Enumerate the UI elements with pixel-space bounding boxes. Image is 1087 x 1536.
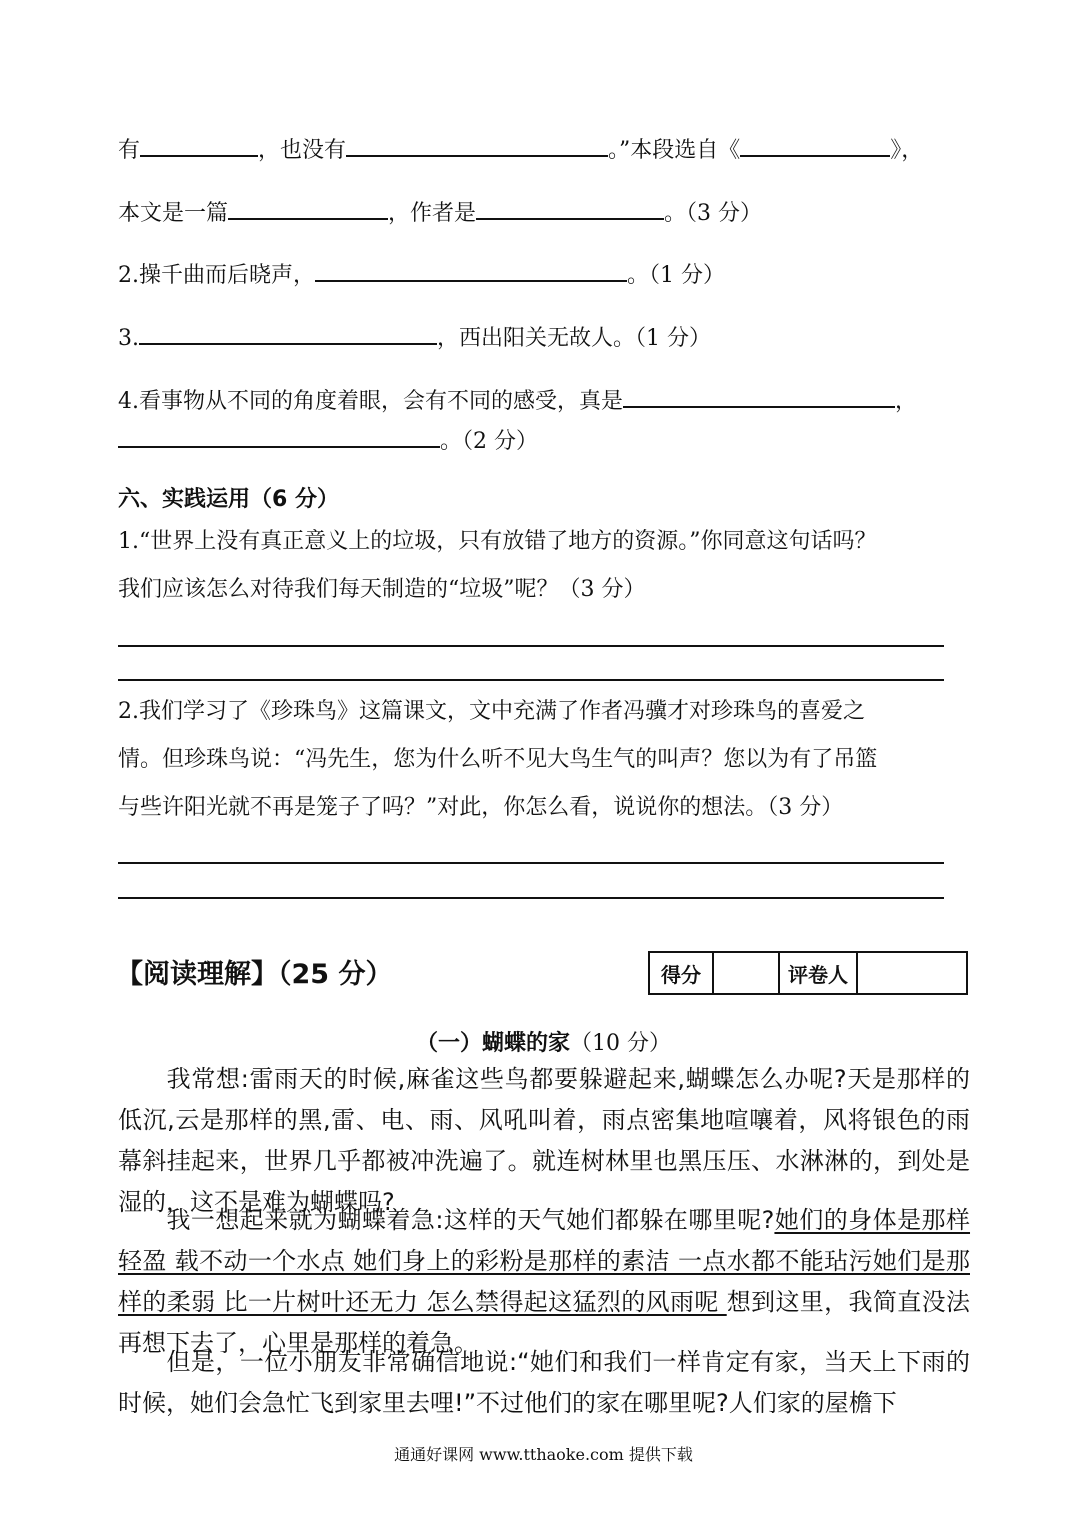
answer-blank[interactable] (476, 196, 664, 220)
question-text: 3. (118, 326, 139, 351)
s6-question-2-line-2: 情。但珍珠鸟说：“冯先生，您为什么听不见大鸟生气的叫声？您以为有了吊篮 (118, 747, 878, 772)
text: 。”本段选自《 (608, 138, 741, 163)
grader-label-cell: 评卷人 (779, 952, 857, 994)
passage-paragraph-1 (118, 1059, 970, 1223)
answer-line[interactable] (118, 862, 944, 864)
s6-question-1-line-2: 我们应该怎么对待我们每天制造的“垃圾”呢？（3 分） (118, 577, 646, 602)
reading-score: （25 分） (278, 959, 393, 990)
text: 本文是一篇 (118, 201, 229, 226)
text: 。（1 分） (627, 263, 725, 288)
paragraph-text: 想到这里，我简直没法再想下去了，心里是那样的着急。 (118, 1288, 970, 1357)
text: ，西出阳关无故人。（1 分） (437, 326, 711, 351)
fill-line-1 (118, 133, 923, 166)
reading-title-text: 【阅读理解】 (116, 959, 278, 990)
answer-line[interactable] (118, 679, 944, 681)
score-table (648, 951, 968, 995)
passage-title-text: （一）蝴蝶的家 (415, 1030, 570, 1056)
answer-line[interactable] (118, 645, 944, 647)
page-footer: 通通好课网 www.tthaoke.com 提供下载 (394, 1445, 693, 1464)
answer-line[interactable] (118, 897, 944, 899)
s6-question-1-line-1: 1.“世界上没有真正意义上的垃圾，只有放错了地方的资源。”你同意这句话吗？ (118, 529, 877, 554)
answer-blank[interactable] (315, 258, 627, 282)
question-2 (118, 258, 725, 291)
text: 。（2 分） (440, 429, 538, 454)
question-text: 4.看事物从不同的角度着眼，会有不同的感受，真是 (118, 389, 623, 414)
answer-blank[interactable] (346, 133, 608, 157)
paragraph-text: 我一想起来就为蝴蝶着急:这样的天气她们都躲在哪里呢? (166, 1206, 775, 1234)
question-3 (118, 321, 711, 354)
passage-title (0, 1026, 1087, 1057)
section-6-title: 六、实践运用（6 分） (118, 487, 339, 512)
s6-question-2-line-1: 2.我们学习了《珍珠鸟》这篇课文，文中充满了作者冯骥才对珍珠鸟的喜爱之 (118, 699, 865, 724)
answer-blank[interactable] (740, 133, 890, 157)
paragraph-text: 我常想:雷雨天的时候,麻雀这些鸟都要躲避起来,蝴蝶怎么办呢?天是那样的低沉,云是那样的黑,雷、电、雨、风吼叫着，雨点密集地喧嚷着，风将银色的雨幕斜挂起来，世界几乎都被冲洗遍了。就连树林里也黑压压、水淋淋的，到处是湿的，这不是难为蝴蝶吗? (118, 1065, 970, 1216)
answer-blank[interactable] (140, 133, 258, 157)
fill-line-2 (118, 196, 762, 229)
text: ，也没有 (258, 138, 347, 163)
text: 有 (118, 138, 141, 163)
text: 。（3 分） (664, 201, 763, 226)
paragraph-text: 但是，一位小朋友非常确信地说:“她们和我们一样肯定有家，当天上下雨的时候，她们会急忙飞到家里去哩!”不过他们的家在哪里呢?人们家的屋檐下 (118, 1348, 970, 1417)
passage-score: （10 分） (570, 1031, 671, 1056)
text: ，作者是 (388, 201, 477, 226)
answer-blank[interactable] (623, 384, 895, 408)
score-label-cell: 得分 (649, 952, 713, 994)
question-text: 2.操千曲而后晓声， (118, 263, 315, 288)
question-4-cont (118, 424, 538, 457)
passage-paragraph-2 (118, 1200, 970, 1364)
answer-blank[interactable] (118, 424, 440, 448)
answer-blank[interactable] (228, 196, 388, 220)
passage-paragraph-3 (118, 1342, 970, 1424)
underlined-sentence: 她们的身体是那样轻盈 载不动一个水点 她们身上的彩粉是那样的素洁 一点水都不能玷污她们是那样的柔弱 比一片树叶还无力 怎么禁得起这猛烈的风雨呢 (118, 1206, 971, 1316)
score-input-cell[interactable] (713, 952, 779, 994)
text: 》， (890, 138, 924, 163)
text: ， (895, 389, 918, 414)
question-4 (118, 384, 917, 417)
s6-question-2-line-3: 与些许阳光就不再是笼子了吗？”对此，你怎么看，说说你的想法。（3 分） (118, 795, 844, 820)
reading-title (116, 952, 392, 991)
answer-blank[interactable] (139, 321, 437, 345)
grader-input-cell[interactable] (857, 952, 967, 994)
